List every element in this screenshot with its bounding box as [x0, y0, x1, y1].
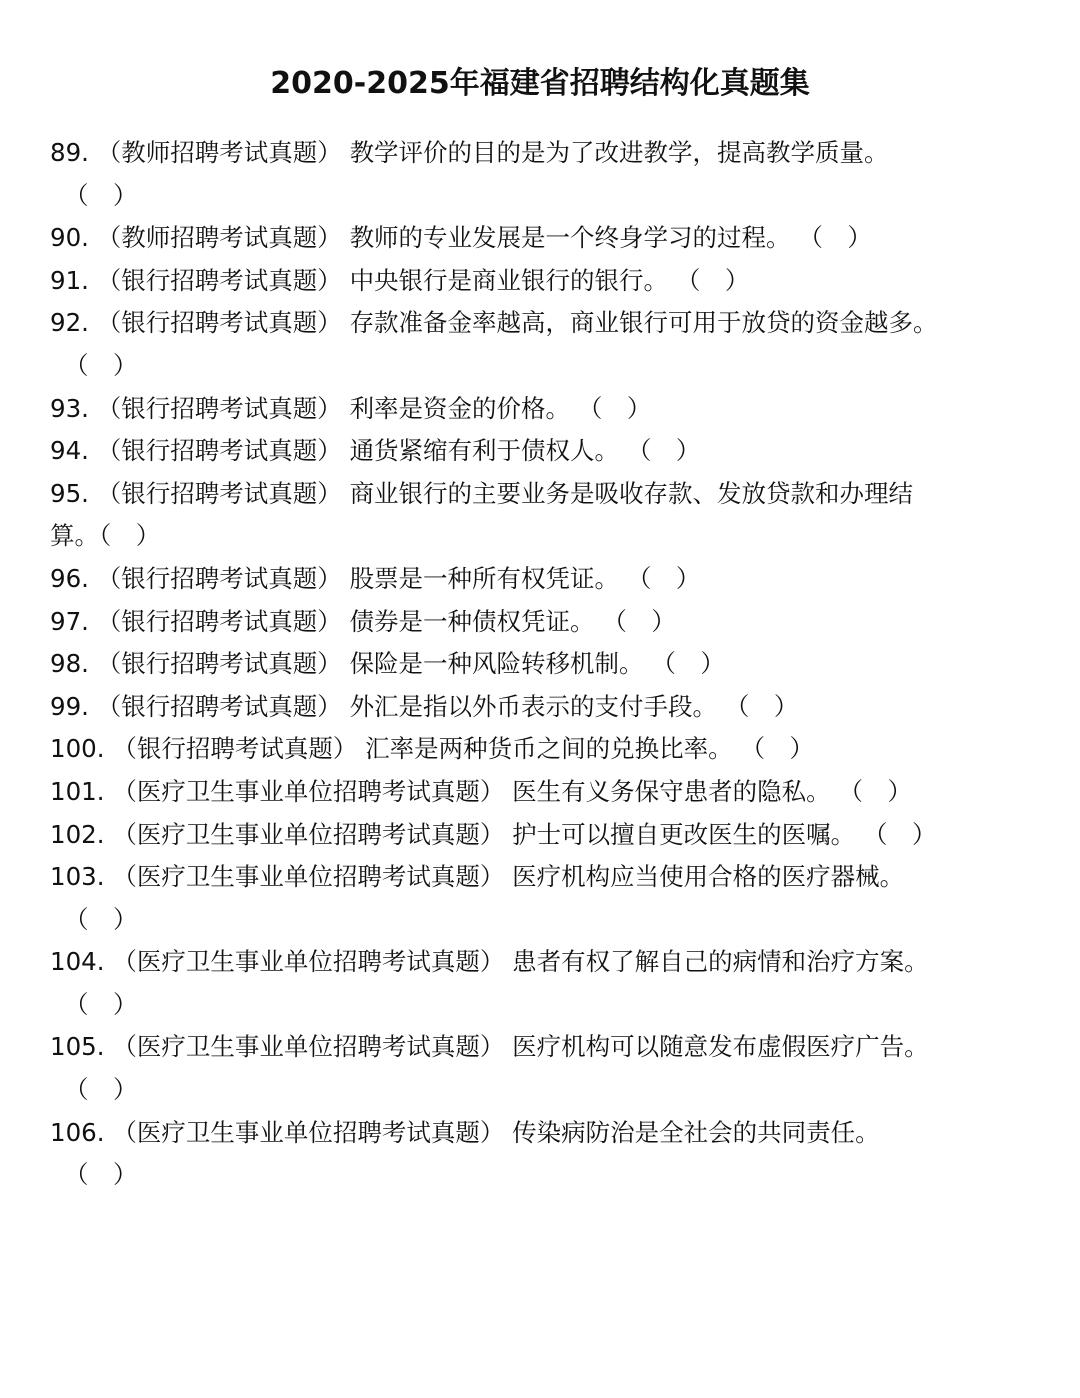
question-number: 104. — [50, 947, 105, 977]
question-source: （银行招聘考试真题） — [96, 393, 342, 423]
question-number: 100. — [50, 734, 105, 764]
question-item — [50, 814, 1060, 857]
answer-blank: （ ） — [602, 606, 676, 636]
question-number: 101. — [50, 776, 105, 806]
question-text: 外汇是指以外币表示的支付手段。 — [349, 691, 718, 721]
question-text: 医疗机构可以随意发布虚假医疗广告。 — [512, 1032, 929, 1062]
question-item — [50, 941, 1060, 1026]
question-number: 96. — [50, 563, 89, 593]
page-title: 2020-2025年福建省招聘结构化真题集 — [270, 66, 810, 101]
answer-blank: （ ） — [64, 1075, 138, 1105]
question-source: （银行招聘考试真题） — [96, 606, 342, 636]
question-text: 传染病防治是全社会的共同责任。 — [512, 1117, 880, 1147]
question-source: （银行招聘考试真题） — [96, 436, 342, 466]
question-item — [50, 558, 1060, 601]
question-source: （医疗卫生事业单位招聘考试真题） — [112, 947, 505, 977]
question-item — [50, 643, 1060, 686]
question-source: （教师招聘考试真题） — [96, 138, 342, 167]
answer-blank: （ ） — [64, 1160, 138, 1190]
question-item — [50, 1112, 1060, 1197]
question-item — [50, 601, 1060, 644]
answer-blank: （ ） — [724, 691, 799, 721]
question-number: 91. — [50, 265, 89, 295]
question-text: 债券是一种债权凭证。 — [349, 606, 595, 636]
question-number: 102. — [50, 819, 105, 849]
question-item — [50, 728, 1060, 771]
answer-blank: （ ） — [651, 649, 725, 679]
question-item — [50, 388, 1060, 431]
answer-blank: （ ） — [740, 734, 814, 764]
question-text: 股票是一种所有权凭证。 — [349, 563, 620, 593]
question-text: 汇率是两种货币之间的兑换比率。 — [365, 734, 733, 764]
question-number: 98. — [50, 649, 89, 679]
question-item — [50, 260, 1060, 303]
question-number: 103. — [50, 862, 105, 892]
answer-blank: （ ） — [64, 904, 138, 934]
question-source: （银行招聘考试真题） — [112, 734, 358, 764]
question-text: 保险是一种风险转移机制。 — [349, 649, 644, 679]
question-text: 教师的专业发展是一个终身学习的过程。 — [349, 223, 791, 253]
question-number: 90. — [50, 223, 89, 253]
question-item — [50, 430, 1060, 473]
answer-blank: （ ） — [64, 180, 138, 210]
question-text: 利率是资金的价格。 — [349, 393, 571, 423]
answer-blank: （ ） — [838, 776, 912, 806]
question-source: （银行招聘考试真题） — [96, 265, 342, 295]
question-text: 存款准备金率越高，商业银行可用于放贷的资金越多。 — [349, 308, 938, 338]
answer-blank: （ ） — [862, 819, 937, 849]
question-text: 教学评价的目的是为了改进教学，提高教学质量。 — [349, 138, 889, 167]
question-number: 99. — [50, 691, 89, 721]
question-text: 患者有权了解自己的病情和治疗方案。 — [512, 947, 929, 977]
answer-blank: （ ） — [626, 563, 701, 593]
question-source: （银行招聘考试真题） — [96, 563, 342, 593]
question-item — [50, 217, 1060, 260]
question-item — [50, 1026, 1060, 1111]
question-source: （医疗卫生事业单位招聘考试真题） — [112, 1117, 505, 1147]
question-number: 95. — [50, 478, 89, 508]
question-text: 通货紧缩有利于债权人。 — [349, 436, 620, 466]
question-number: 106. — [50, 1117, 105, 1147]
answer-blank: （ ） — [577, 393, 652, 423]
answer-blank: （ ） — [675, 265, 750, 295]
question-text: 商业银行的主要业务是吸收存款、发放贷款和办理结 — [349, 478, 914, 508]
question-source: （银行招聘考试真题） — [96, 478, 342, 508]
question-item — [50, 302, 1060, 387]
question-number: 92. — [50, 308, 89, 338]
question-item — [50, 132, 1060, 217]
question-item — [50, 771, 1060, 814]
question-number: 94. — [50, 436, 89, 466]
question-item — [50, 473, 1060, 558]
answer-blank: （ ） — [64, 350, 138, 380]
answer-blank: （ ） — [64, 989, 138, 1019]
question-list — [50, 132, 1060, 1197]
question-text: 医疗机构应当使用合格的医疗器械。 — [512, 862, 905, 892]
answer-blank: （ ） — [99, 521, 161, 551]
question-source: （医疗卫生事业单位招聘考试真题） — [112, 1032, 505, 1062]
question-text: 医生有义务保守患者的隐私。 — [512, 776, 831, 806]
question-number: 97. — [50, 606, 89, 636]
question-source: （银行招聘考试真题） — [96, 691, 342, 721]
question-text-continued: 算。 — [50, 521, 99, 551]
question-item — [50, 856, 1060, 941]
question-source: （医疗卫生事业单位招聘考试真题） — [112, 862, 505, 892]
question-source: （医疗卫生事业单位招聘考试真题） — [112, 819, 505, 849]
question-text: 护士可以擅自更改医生的医嘱。 — [512, 819, 856, 849]
question-number: 105. — [50, 1032, 105, 1062]
question-number: 89. — [50, 138, 89, 167]
question-source: （银行招聘考试真题） — [96, 308, 342, 338]
question-source: （教师招聘考试真题） — [96, 223, 342, 253]
question-text: 中央银行是商业银行的银行。 — [349, 265, 669, 295]
question-number: 93. — [50, 393, 89, 423]
question-source: （医疗卫生事业单位招聘考试真题） — [112, 776, 505, 806]
answer-blank: （ ） — [626, 436, 701, 466]
question-item — [50, 686, 1060, 729]
answer-blank: （ ） — [798, 223, 872, 253]
question-source: （银行招聘考试真题） — [96, 649, 342, 679]
